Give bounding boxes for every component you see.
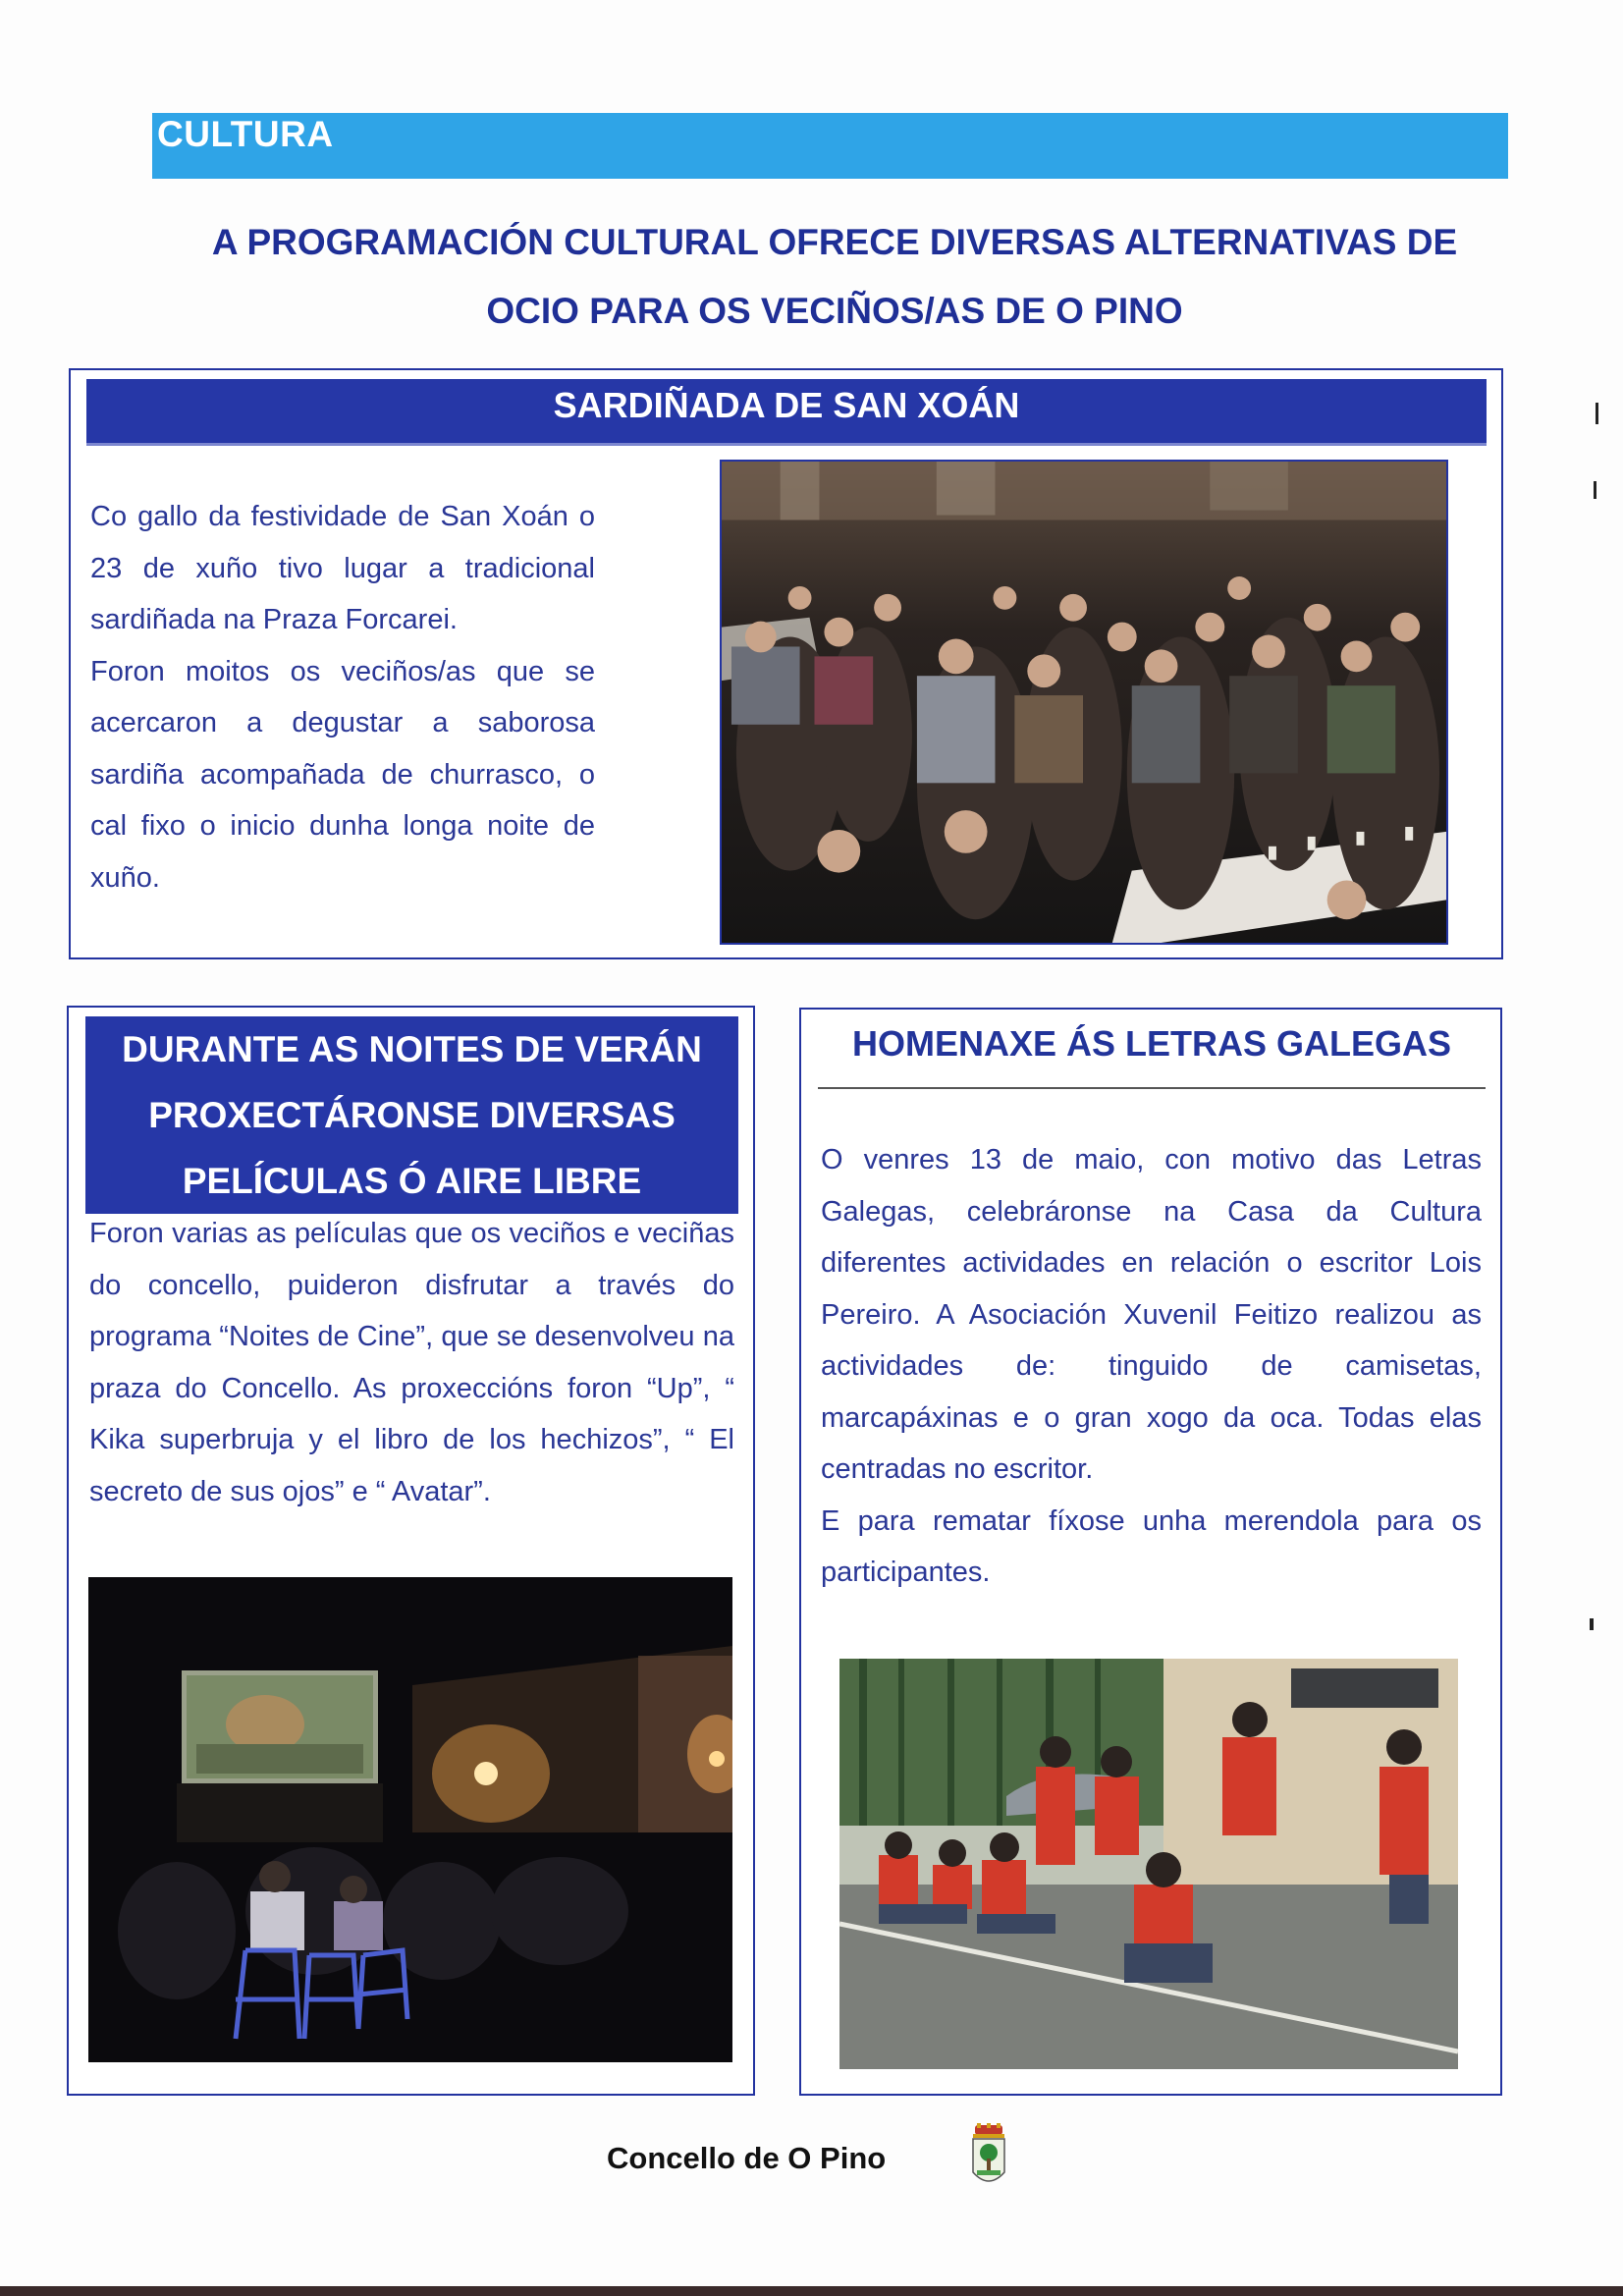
headline-line-1: A PROGRAMACIÓN CULTURAL OFRECE DIVERSAS ALTERNATIVAS DE (211, 222, 1458, 262)
cine-title-line-3: PELÍCULAS Ó AIRE LIBRE (182, 1161, 642, 1201)
sardinada-paragraph-1: Co gallo da festividade de San Xoán o 23 de xuño tivo lugar a tradicional sardiñada na Praza Forcarei. (90, 501, 595, 635)
cine-title-line-1: DURANTE AS NOITES DE VERÁN (122, 1029, 702, 1069)
sardinada-body (90, 491, 595, 903)
cine-title-line-2: PROXECTÁRONSE DIVERSAS (148, 1095, 676, 1135)
headline-line-2: OCIO PARA OS VECIÑOS/AS DE O PINO (486, 291, 1183, 331)
scan-mark (1590, 1618, 1594, 1630)
scan-mark (1596, 403, 1598, 424)
cine-body (89, 1208, 734, 1517)
scan-mark (0, 2286, 1623, 2296)
letras-body (821, 1134, 1482, 1599)
page-headline (118, 208, 1551, 346)
sardinada-paragraph-2: Foron moitos os veciños/as que se acercaron a degustar a saborosa sardiña acompañada de churrasco, o cal fixo o inicio dunha longa noite de xuño. (90, 655, 595, 894)
letras-paragraph-1: O venres 13 de maio, con motivo das Letras Galegas, celebráronse na Casa da Cultura diferentes actividades en relación o escritor Lois Pereiro. A Asociación Xuvenil Feitizo realizou as actividades de: tinguido de camisetas, marcapáxinas e o gran xogo da oca. Todas elas centradas no escritor. (821, 1144, 1482, 1485)
scan-mark (1594, 481, 1596, 499)
sardinada-title: SARDIÑADA DE SAN XOÁN (86, 379, 1487, 446)
outdoor-cinema-photo (88, 1577, 732, 2062)
cine-title (85, 1016, 738, 1214)
letras-title: HOMENAXE ÁS LETRAS GALEGAS (851, 1023, 1452, 1064)
footer-label: Concello de O Pino (607, 2141, 887, 2175)
cine-paragraph: Foron varias as películas que os veciños e veciñas do concello, puideron disfrutar a través do programa “Noites de Cine”, que se desenvolveu na praza do Concello. As proxeccións foron “Up”, “ Kika superbruja y el libro de los hechizos”, “ El secreto de sus ojos” e “ Avatar”. (89, 1218, 734, 1507)
coat-of-arms-logo (965, 2123, 1012, 2192)
letras-paragraph-2: E para rematar fíxose unha merendola para os participantes. (821, 1504, 1482, 1588)
children-activity-photo (839, 1659, 1458, 2069)
letras-title-divider (818, 1087, 1486, 1089)
crowd-photo (720, 460, 1448, 945)
section-header-bar (152, 113, 1508, 179)
section-label: CULTURA (157, 114, 334, 154)
